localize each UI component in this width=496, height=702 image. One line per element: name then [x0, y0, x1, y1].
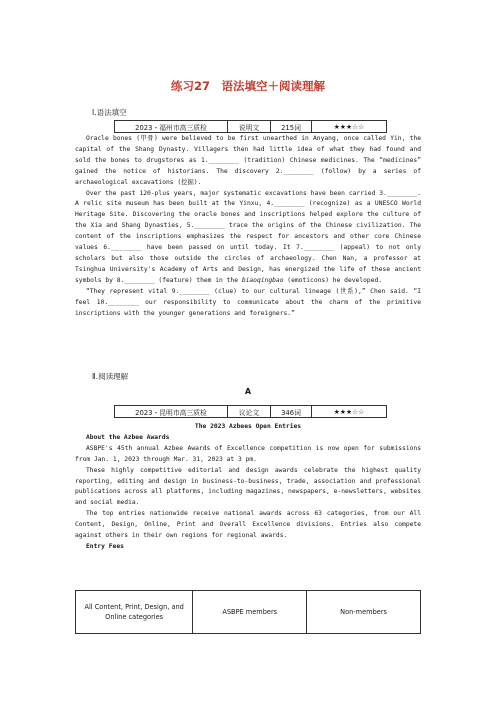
- info-genre: 议论文: [228, 406, 271, 418]
- fees-col-categories: All Content, Print, Design, and Online categories: [76, 591, 193, 634]
- reading-passage: [75, 422, 421, 553]
- reading-paragraph-2: These highly competitive editorial and design awards celebrate the highest quality reporting, editing and design in business-to-business, trade, association and professional publications across all platforms, including magazines, newspapers, e-newsletters, websites and social media.: [75, 466, 421, 507]
- section-grammar-heading: Ⅰ.语法填空: [92, 108, 127, 117]
- grammar-paragraph-2: Over the past 120-plus years, major systematic excavations have been carried 3.________. A relic site museum has been built at the Yinxu, 4.________ (recognize) as a UNESCO World Heritage Site. Discovering the oracle bones and inscriptions helped explore the culture of the Xia and Shang Dynasties, 5.________ trace the origins of the Chinese civilization. The content of the inscriptions emphasizes the respect for ancestors and other core Chinese values 6.________ have been passed on until today. It 7.________ (appeal) to not only scholars but also those outside the circles of archaeology. Chen Nan, a professor at Tsinghua University's Academy of Arts and Design, has energized the life of these ancient symbols by 8.________ (feature) them in the biaoqingbao (emoticons) he developed.: [75, 189, 421, 284]
- fees-col-members: ASBPE members: [193, 591, 307, 634]
- info-source: 2023・福州市高三质检: [115, 121, 228, 133]
- grammar-paragraph-1: Oracle bones (甲骨) were believed to be first unearthed in Anyang, once called Yin, the capital of the Shang Dynasty. Villagers then had little idea of what they had found and sold the bones to drugstores as 1.________ (tradition) Chinese medicines. The “medicines” gained the notice of historians. The discovery 2.________ (follow) by a series of archaeological excavations (挖掘).: [75, 135, 421, 186]
- grammar-passage: [75, 134, 421, 319]
- page-title: 练习27 语法填空＋阅读理解: [170, 79, 325, 93]
- info-word-count: 346词: [271, 406, 312, 418]
- entry-fees-table: [75, 590, 421, 634]
- info-difficulty-stars: ★★★☆☆: [312, 121, 387, 133]
- reading-paragraph-1: ASBPE's 45th annual Azbee Awards of Excellence competition is now open for submissions from Jan. 1, 2023 through Mar. 31, 2023 at 3 pm.: [75, 444, 421, 463]
- info-word-count: 215词: [271, 121, 312, 133]
- emphasized-word: biaoqingbao: [241, 276, 284, 284]
- entry-fees-heading: Entry Fees: [86, 542, 124, 550]
- fees-col-non-members: Non-members: [307, 591, 421, 634]
- article-subheading: About the Azbee Awards: [86, 433, 170, 441]
- section-reading-heading: Ⅱ.阅读理解: [92, 372, 129, 381]
- passage-letter: A: [244, 387, 252, 396]
- reading-info-table: [114, 405, 387, 418]
- reading-paragraph-3: The top entries nationwide receive national awards across 63 categories, from our All Content, Design, Online, Print and Overall Excellence divisions. Entries also compete against others in their own regions for regional awards.: [75, 510, 421, 540]
- info-genre: 说明文: [228, 121, 271, 133]
- info-source: 2023・昆明市高三质检: [115, 406, 228, 418]
- article-title: The 2023 Azbees Open Entries: [194, 423, 302, 430]
- grammar-paragraph-3: “They represent vital 9.________ (clue) to our cultural lineage (世系),” Chen said. “I feel 10.________ our responsibility to communicate about the charm of the primitive inscriptions with the younger generations and foreigners.”: [75, 287, 421, 317]
- info-difficulty-stars: ★★★☆☆: [312, 406, 387, 418]
- grammar-info-table: [114, 120, 387, 133]
